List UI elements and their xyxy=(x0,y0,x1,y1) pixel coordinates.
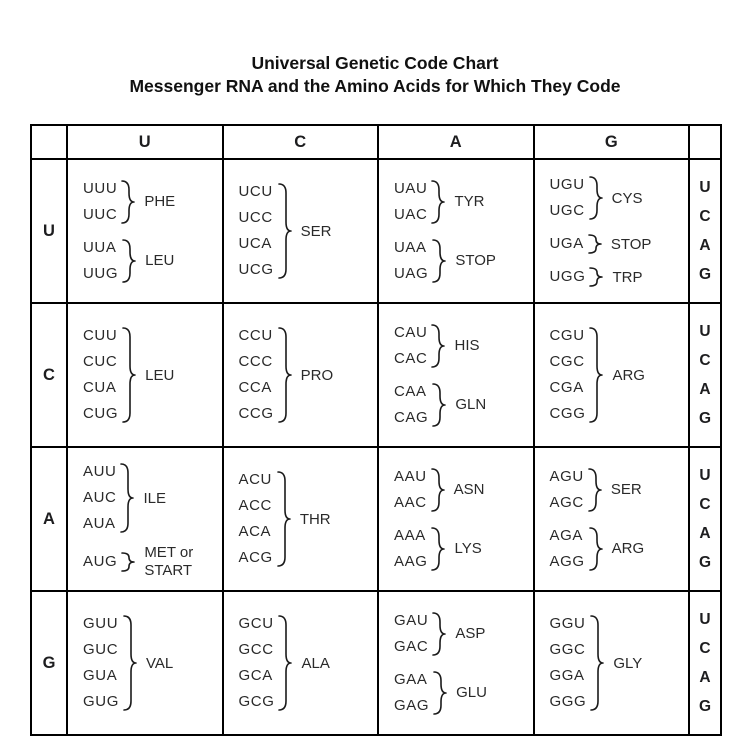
codon: GGU xyxy=(549,615,586,633)
brace-icon xyxy=(588,234,603,254)
amino-acid-label: SER xyxy=(300,222,332,240)
codon-cell-ag xyxy=(533,448,689,590)
amino-acid-label: HIS xyxy=(454,337,480,355)
codon-group xyxy=(550,231,685,257)
codon: UGC xyxy=(549,202,585,220)
codon: CGA xyxy=(549,379,584,397)
codon: GUC xyxy=(83,641,119,659)
codon: UGA xyxy=(549,235,584,253)
right-axis-letter: C xyxy=(699,351,711,369)
codon: GAU xyxy=(394,611,429,629)
codon-list xyxy=(550,611,587,715)
right-axis-letter: C xyxy=(699,495,711,513)
brace-icon xyxy=(431,468,446,512)
codon: AUU xyxy=(83,463,117,481)
codon-cell-cg xyxy=(533,304,689,446)
right-axis-letter: U xyxy=(699,178,711,196)
row-label-c: C xyxy=(43,365,55,384)
right-axis-letter: A xyxy=(699,668,711,686)
codon: CAG xyxy=(394,408,429,426)
codon: AAC xyxy=(394,493,427,511)
brace-icon xyxy=(120,463,135,533)
codon-group xyxy=(550,611,685,715)
codon-cell-ug xyxy=(533,160,689,302)
codon-list xyxy=(83,549,117,575)
right-axis-g xyxy=(688,592,720,734)
codon: AUC xyxy=(83,489,117,507)
brace-icon xyxy=(122,327,137,423)
amino-acid-label: ILE xyxy=(143,489,166,507)
codon-list xyxy=(83,235,118,287)
codon: GCA xyxy=(238,667,273,685)
codon: AGC xyxy=(549,493,584,511)
codon-group xyxy=(394,176,529,228)
codon: GGC xyxy=(549,641,586,659)
codon-group xyxy=(550,523,685,575)
codon-list xyxy=(239,323,274,427)
codon-group xyxy=(83,176,218,228)
brace-icon xyxy=(433,671,448,715)
codon-cell-cc xyxy=(222,304,378,446)
codon: CCA xyxy=(238,379,272,397)
brace-icon xyxy=(122,239,137,283)
column-header-a: A xyxy=(377,126,533,158)
codon-list xyxy=(550,323,586,427)
codon: GUG xyxy=(83,693,119,711)
codon: UUG xyxy=(83,264,119,282)
amino-acid-label: ASP xyxy=(455,625,486,643)
codon-cell-ac xyxy=(222,448,378,590)
codon: UCU xyxy=(238,183,273,201)
chart-title xyxy=(0,0,750,98)
chart-title-line1: Universal Genetic Code Chart xyxy=(251,53,499,73)
codon-list xyxy=(394,235,428,287)
amino-acid-label: GLN xyxy=(455,396,487,414)
right-axis-u xyxy=(688,160,720,302)
codon-group xyxy=(83,611,218,715)
column-header-u: U xyxy=(66,126,222,158)
codon-cell-aa xyxy=(377,448,533,590)
codon-group xyxy=(239,611,374,715)
brace-icon xyxy=(432,239,447,283)
codon: ACG xyxy=(238,549,273,567)
codon-list xyxy=(83,176,117,228)
brace-icon xyxy=(589,527,604,571)
codon-list xyxy=(239,179,274,283)
codon-list xyxy=(394,464,427,516)
codon-list xyxy=(394,667,429,719)
amino-acid-label: ARG xyxy=(612,366,645,384)
brace-icon xyxy=(123,615,138,711)
brace-icon xyxy=(278,615,293,711)
right-axis-letter: A xyxy=(699,524,711,542)
codon: CCG xyxy=(238,405,274,423)
codon-group xyxy=(550,172,685,224)
codon: CGU xyxy=(549,327,585,345)
codon-group xyxy=(394,667,529,719)
codon: GGG xyxy=(549,693,587,711)
amino-acid-label: STOP xyxy=(455,252,496,270)
codon-list xyxy=(239,467,273,571)
codon-list xyxy=(550,464,584,516)
row-label-u: U xyxy=(43,221,55,240)
row-label-g: G xyxy=(42,653,56,672)
codon: UAA xyxy=(394,238,427,256)
right-axis-letter: G xyxy=(698,698,712,716)
right-axis-letter: U xyxy=(699,610,711,628)
codon-cell-uu xyxy=(66,160,222,302)
amino-acid-label: PHE xyxy=(144,193,176,211)
codon: GAG xyxy=(394,696,430,714)
codon: UUC xyxy=(83,205,118,223)
codon: UCA xyxy=(238,235,272,253)
codon: ACC xyxy=(238,497,272,515)
codon-group xyxy=(83,323,218,427)
codon: UAG xyxy=(394,264,429,282)
codon-list xyxy=(550,231,584,257)
codon-cell-ua xyxy=(377,160,533,302)
amino-acid-label: MET or START xyxy=(144,544,194,579)
amino-acid-label: TYR xyxy=(454,193,485,211)
codon: GCC xyxy=(238,641,274,659)
codon-cell-gc xyxy=(222,592,378,734)
right-axis-letter: G xyxy=(698,554,712,572)
codon-list xyxy=(394,176,427,228)
codon: GUA xyxy=(83,667,118,685)
brace-icon xyxy=(431,324,446,368)
codon: AUG xyxy=(83,552,118,570)
brace-icon xyxy=(277,471,292,567)
codon-group xyxy=(239,467,374,571)
codon-group xyxy=(83,544,218,579)
codon-cell-cu xyxy=(66,304,222,446)
codon-row-u xyxy=(32,160,720,302)
amino-acid-label: LEU xyxy=(145,366,175,384)
codon: GCU xyxy=(238,615,274,633)
amino-acid-label: GLY xyxy=(613,654,643,672)
amino-acid-label: CYS xyxy=(611,189,643,207)
codon: CUA xyxy=(83,379,117,397)
codon: GAC xyxy=(394,637,429,655)
brace-icon xyxy=(432,383,447,427)
codon: CAC xyxy=(394,349,428,367)
brace-icon xyxy=(121,552,136,572)
codon: CAU xyxy=(394,323,428,341)
codon-group xyxy=(550,323,685,427)
codon-cell-uc xyxy=(222,160,378,302)
codon-list xyxy=(83,459,116,537)
amino-acid-label: PRO xyxy=(300,366,334,384)
chart-title-line2: Messenger RNA and the Amino Acids for Which They Code xyxy=(129,76,621,97)
codon-group xyxy=(550,264,685,290)
codon: CAA xyxy=(394,382,427,400)
codon: UGG xyxy=(549,268,586,286)
codon: AGG xyxy=(549,552,585,570)
codon: UAC xyxy=(394,205,428,223)
codon: GGA xyxy=(549,667,585,685)
table-header-row xyxy=(32,126,720,160)
codon: CCC xyxy=(238,353,273,371)
codon: AAG xyxy=(394,552,428,570)
codon-list xyxy=(550,523,585,575)
codon-list xyxy=(239,611,275,715)
codon-group xyxy=(83,235,218,287)
codon: AUA xyxy=(83,515,116,533)
codon-cell-ga xyxy=(377,592,533,734)
brace-icon xyxy=(431,180,446,224)
codon: UUA xyxy=(83,238,117,256)
right-axis-letter: C xyxy=(699,207,711,225)
codon: ACU xyxy=(238,471,272,489)
brace-icon xyxy=(588,468,603,512)
right-axis-letter: A xyxy=(699,380,711,398)
right-axis-letter: C xyxy=(699,639,711,657)
codon: UAU xyxy=(394,179,428,197)
codon-cell-ca xyxy=(377,304,533,446)
codon: AAA xyxy=(394,526,426,544)
codon: UUU xyxy=(83,179,118,197)
codon: GAA xyxy=(394,670,428,688)
codon-list xyxy=(394,379,428,431)
brace-icon xyxy=(590,615,605,711)
amino-acid-label: ALA xyxy=(301,654,330,672)
right-axis-letter: U xyxy=(699,466,711,484)
codon-group xyxy=(83,459,218,537)
codon: UCG xyxy=(238,261,274,279)
table-body xyxy=(32,160,720,734)
genetic-code-table xyxy=(30,124,722,736)
amino-acid-label: THR xyxy=(299,510,331,528)
right-axis-letter: A xyxy=(699,236,711,254)
codon: AAU xyxy=(394,467,427,485)
right-axis-a xyxy=(688,448,720,590)
codon: CUU xyxy=(83,327,118,345)
right-axis-letter: G xyxy=(698,266,712,284)
codon-group xyxy=(239,179,374,283)
amino-acid-label: ASN xyxy=(453,481,485,499)
codon-list xyxy=(394,320,427,372)
codon-list xyxy=(394,523,427,575)
brace-icon xyxy=(121,180,136,224)
codon: UCC xyxy=(238,209,273,227)
codon: ACA xyxy=(238,523,272,541)
codon-group xyxy=(394,320,529,372)
brace-icon xyxy=(278,327,293,423)
codon-list xyxy=(83,323,118,427)
codon-group xyxy=(394,379,529,431)
row-label-a: A xyxy=(43,509,55,528)
brace-icon xyxy=(431,527,446,571)
codon-group xyxy=(394,235,529,287)
amino-acid-label: LEU xyxy=(145,252,175,270)
codon: CUG xyxy=(83,405,119,423)
amino-acid-label: STOP xyxy=(610,235,652,253)
codon: GCG xyxy=(238,693,275,711)
codon-row-g xyxy=(32,590,720,734)
amino-acid-label: GLU xyxy=(456,684,487,702)
right-axis-letter: U xyxy=(699,322,711,340)
codon-list xyxy=(83,611,119,715)
amino-acid-label: ARG xyxy=(611,540,645,558)
codon-group xyxy=(394,608,529,660)
codon-row-a xyxy=(32,446,720,590)
codon: AGA xyxy=(549,526,583,544)
codon-cell-au xyxy=(66,448,222,590)
column-header-c: C xyxy=(222,126,378,158)
codon: AGU xyxy=(549,467,584,485)
brace-icon xyxy=(278,183,293,279)
amino-acid-label: VAL xyxy=(145,654,174,672)
header-corner-left xyxy=(32,126,66,158)
codon-cell-gg xyxy=(533,592,689,734)
header-corner-right xyxy=(688,126,720,158)
brace-icon xyxy=(432,612,447,656)
amino-acid-label: SER xyxy=(610,481,642,499)
codon-row-c xyxy=(32,302,720,446)
column-header-g: G xyxy=(533,126,689,158)
amino-acid-label: TRP xyxy=(612,268,643,286)
codon: CCU xyxy=(238,327,273,345)
amino-acid-label: LYS xyxy=(454,540,482,558)
codon: CGC xyxy=(549,353,585,371)
codon-group xyxy=(394,523,529,575)
codon-list xyxy=(550,172,585,224)
codon: CGG xyxy=(549,405,586,423)
codon-list xyxy=(394,608,428,660)
codon: CUC xyxy=(83,353,118,371)
brace-icon xyxy=(589,327,604,423)
codon-group xyxy=(394,464,529,516)
codon-group xyxy=(239,323,374,427)
codon-cell-gu xyxy=(66,592,222,734)
codon-list xyxy=(550,264,586,290)
codon: GUU xyxy=(83,615,119,633)
codon-group xyxy=(550,464,685,516)
codon: UGU xyxy=(549,176,585,194)
brace-icon xyxy=(589,267,604,287)
brace-icon xyxy=(589,176,604,220)
right-axis-c xyxy=(688,304,720,446)
right-axis-letter: G xyxy=(698,410,712,428)
